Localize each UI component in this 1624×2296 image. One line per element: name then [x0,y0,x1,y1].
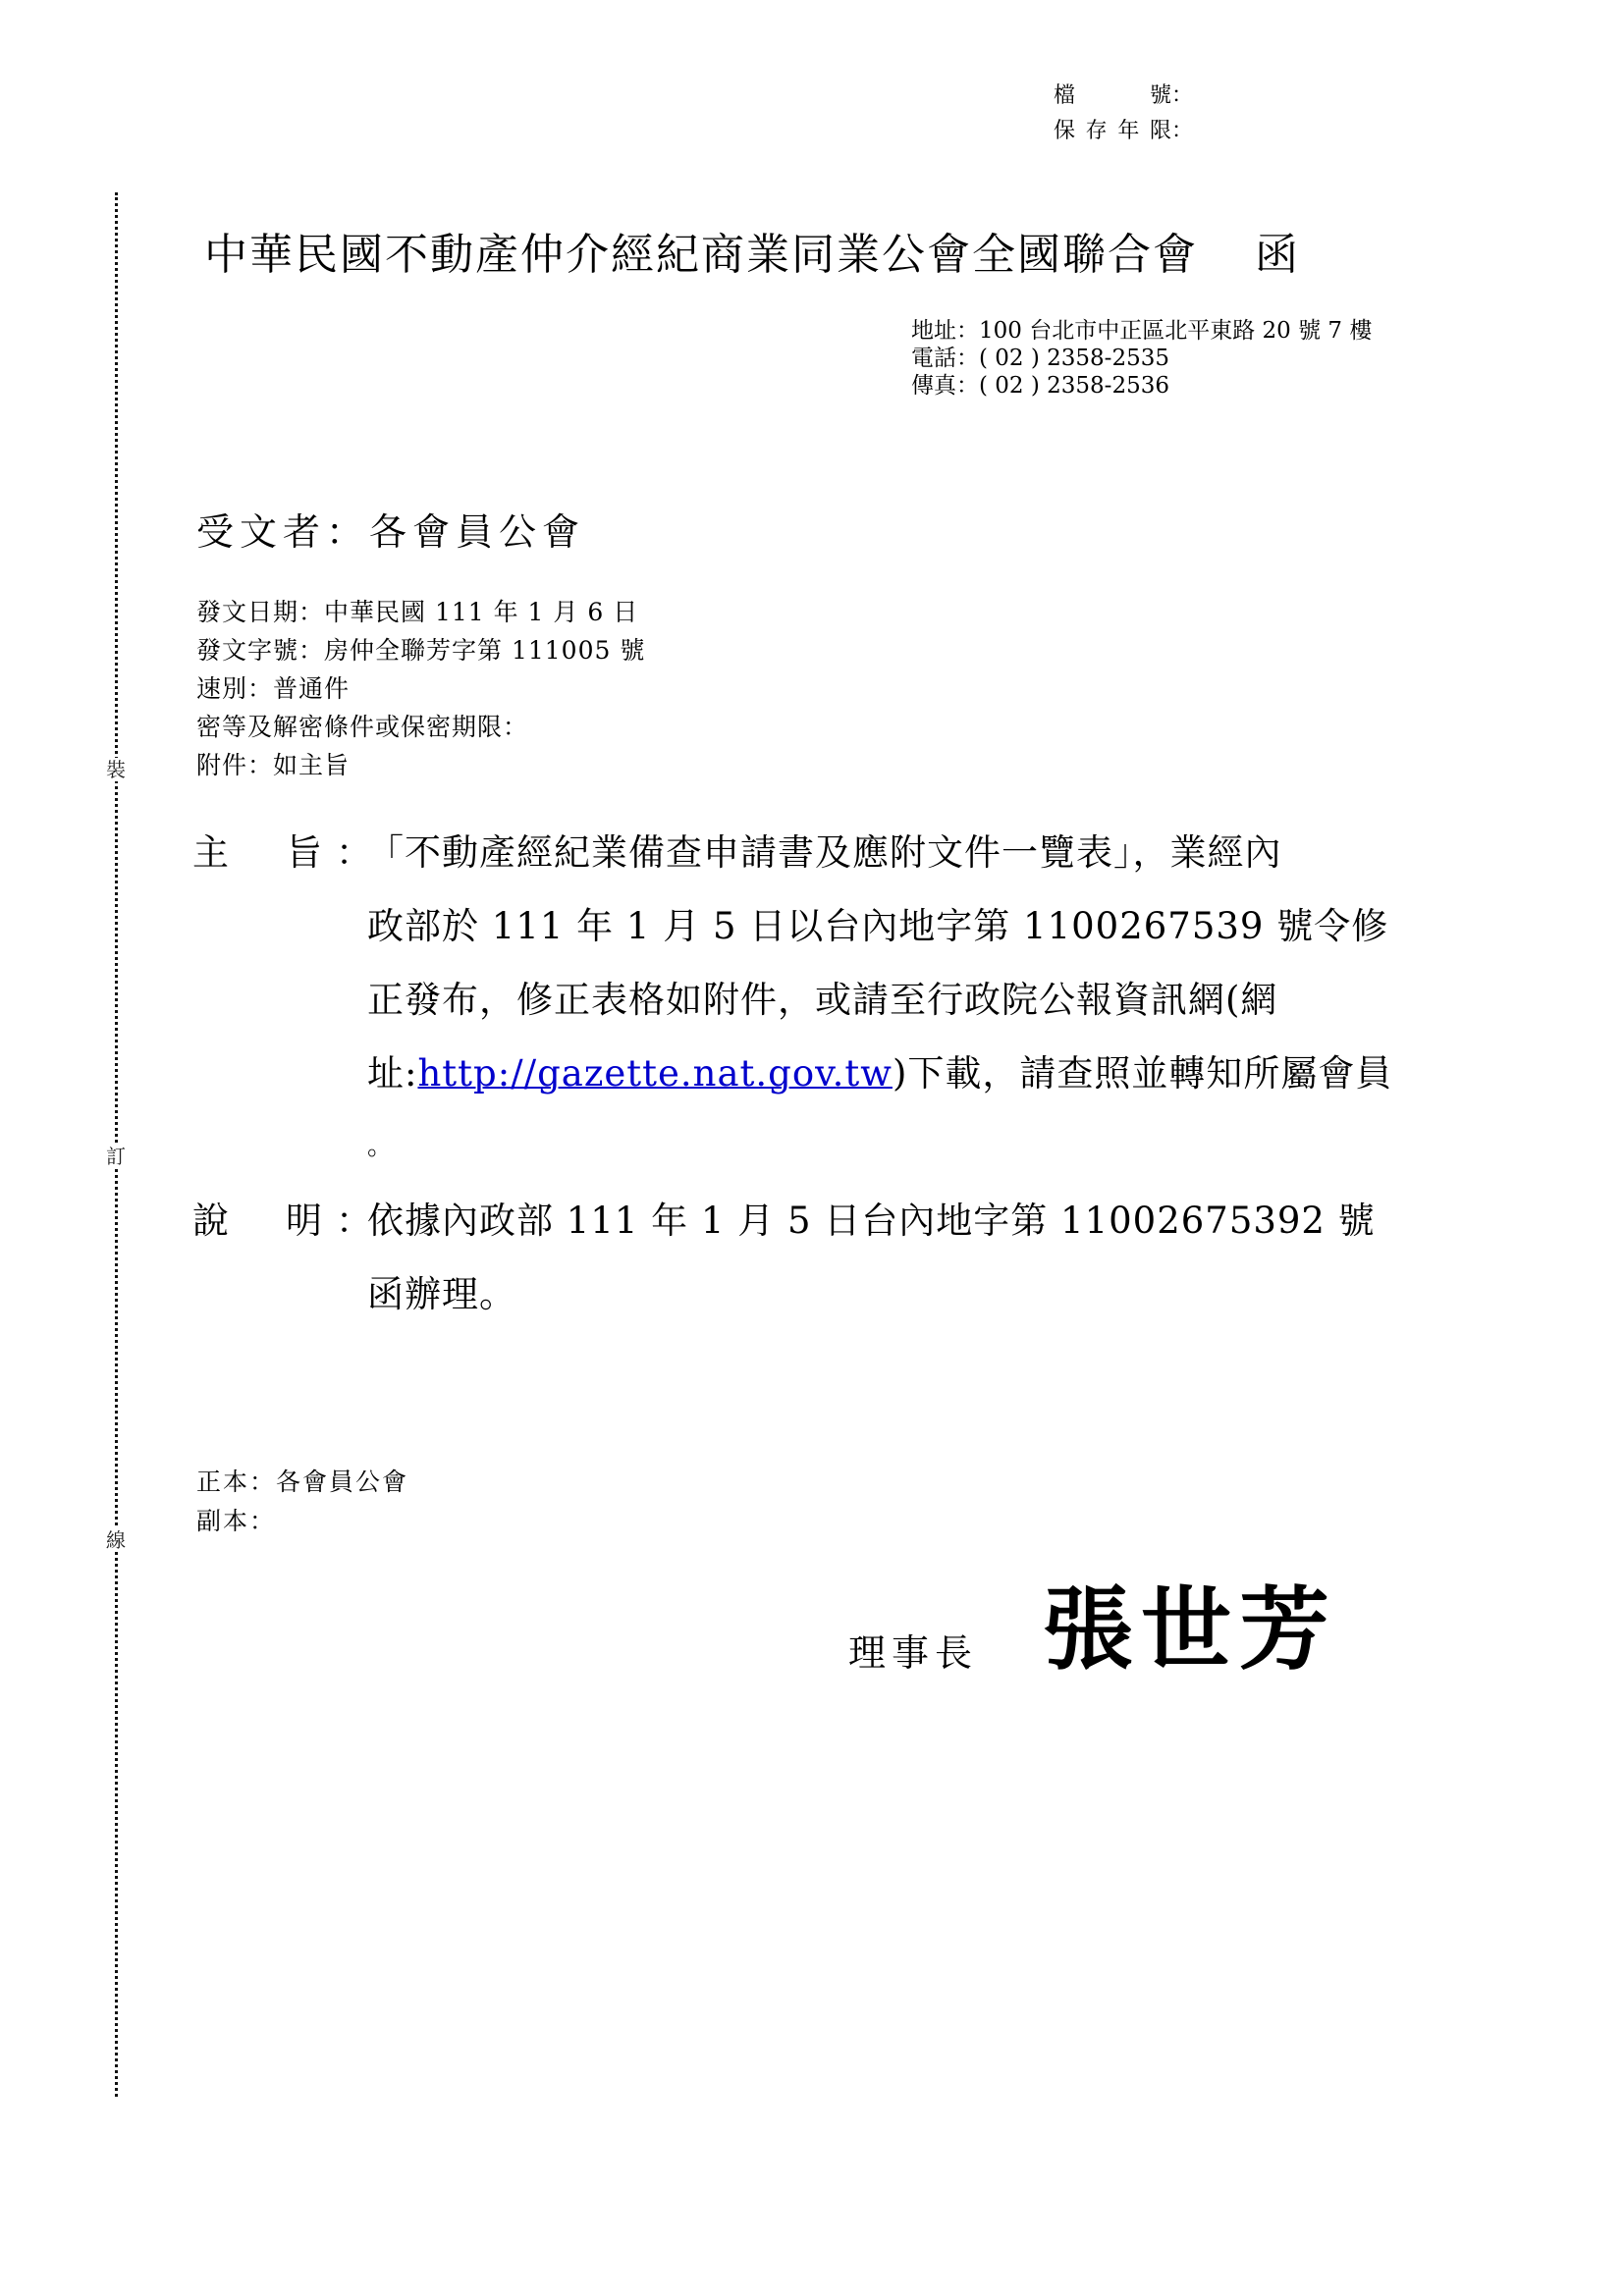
subject-label-char-2: 旨 [286,831,323,874]
document-title [204,228,1300,283]
file-number-row [1054,79,1193,114]
explanation-label [192,1184,373,1257]
classification: 密等及解密條件或保密期限： [196,713,529,741]
contact-block [911,317,1372,400]
contact-phone: 電話：( 02 ) 2358-2535 [911,346,1169,371]
document-number: 發文字號：房仲全聯芳字第 111005 號 [196,636,646,665]
explanation-section [192,1184,1459,1331]
subject-text [367,816,1459,1184]
subject-label [192,816,373,889]
attachment: 附件：如主旨 [196,751,351,779]
subject-line-5: 。 [367,1132,395,1161]
subject-section [192,816,1459,1184]
gazette-link[interactable]: http://gazette.nat.gov.tw [417,1052,893,1095]
subject-line-1: 「不動產經紀業備查申請書及應附文件一覽表」，業經內 [367,831,1282,874]
recipient [196,508,585,556]
document-meta [196,593,645,784]
binding-char-zhuang: 裝 [106,758,126,781]
document-type: 函 [1255,230,1300,280]
retention-label: 保存年限 [1054,119,1171,143]
explanation-label-char-2: 明 [286,1200,323,1242]
binding-char-ding: 訂 [106,1145,126,1168]
file-number-label: 檔 號 [1054,83,1171,108]
file-number-colon: ： [1171,83,1194,108]
distribution [196,1463,408,1541]
subject-label-colon: ： [336,831,373,874]
explanation-text [367,1184,1459,1331]
distribution-original: 正本：各會員公會 [196,1468,409,1496]
subject-line-4 [367,1037,1459,1110]
explanation-line-2: 函辦理。 [367,1273,516,1315]
signatory-name: 張世芳 [1043,1577,1338,1682]
file-meta [1054,79,1193,149]
organization-name: 中華民國不動產仲介經紀商業同業公會全國聯合會 [204,230,1198,280]
subject-line-4-suffix: )下載，請查照並轉知所屬會員 [892,1052,1393,1095]
retention-colon: ： [1171,119,1194,143]
subject-label-char-1: 主 [192,831,230,874]
contact-address: 地址：100 台北市中正區北平東路 20 號 7 樓 [911,318,1373,344]
explanation-line-1: 依據內政部 111 年 1 月 5 日台內地字第 11002675392 號 [367,1200,1376,1242]
subject-line-4-prefix: 址: [367,1052,418,1095]
distribution-copy: 副本： [196,1507,277,1535]
urgency: 速別：普通件 [196,674,351,703]
binding-char-xian: 線 [106,1528,126,1552]
explanation-label-colon: ： [336,1200,373,1242]
explanation-label-char-1: 說 [192,1200,230,1242]
subject-line-3: 正發布，修正表格如附件，或請至行政院公報資訊網(網 [367,979,1278,1021]
issue-date: 發文日期：中華民國 111 年 1 月 6 日 [196,598,639,626]
retention-row [1054,114,1193,149]
contact-fax: 傳真：( 02 ) 2358-2536 [911,373,1169,399]
recipient-label: 受文者： [196,510,370,554]
signatory-title: 理事長 [848,1631,979,1675]
recipient-value: 各會員公會 [369,510,586,554]
subject-line-2: 政部於 111 年 1 月 5 日以台內地字第 1100267539 號令修 [367,905,1389,947]
